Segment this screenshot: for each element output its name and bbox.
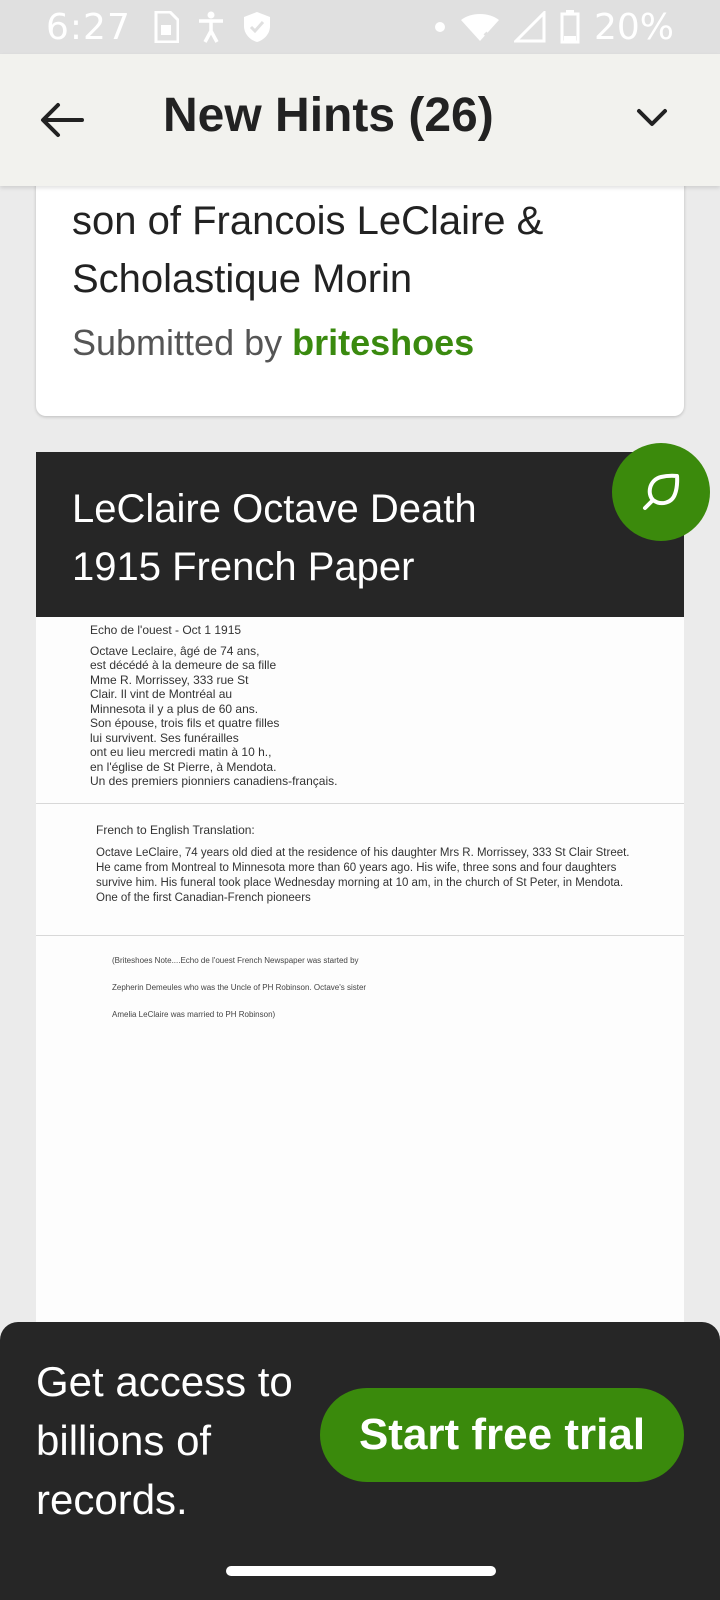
article-line: lui survivent. Ses funérailles xyxy=(90,730,239,745)
leaf-icon xyxy=(639,470,683,514)
document-image[interactable] xyxy=(36,617,684,1352)
article-line: Clair. Il vint de Montréal au xyxy=(90,687,233,701)
signal-icon xyxy=(514,11,546,43)
note-line: (Briteshoes Note....Echo de l'ouest French Newspaper was started by xyxy=(112,956,359,965)
translation-last-line: One of the first Canadian-French pioneers xyxy=(96,891,311,904)
article-line: Minnesota il y a plus de 60 ans. xyxy=(90,701,259,716)
submitted-by xyxy=(72,322,648,364)
divider xyxy=(36,803,684,804)
french-article xyxy=(36,623,684,789)
page-title: New Hints (26) xyxy=(163,89,494,142)
dot-icon xyxy=(434,21,446,33)
wifi-icon xyxy=(460,11,500,43)
note-line: Zepherin Demeules who was the Uncle of PH Robinson. Octave's sister xyxy=(112,983,367,992)
note xyxy=(36,947,684,1028)
article-line: Un des premiers pionniers canadiens-français. xyxy=(90,774,338,788)
divider xyxy=(36,935,684,936)
shield-icon xyxy=(243,11,271,43)
hint-leaf-button[interactable] xyxy=(612,443,710,541)
start-free-trial-button[interactable]: Start free trial xyxy=(320,1388,684,1482)
trial-text: Get access to billions of records. xyxy=(36,1358,293,1523)
article-heading: Echo de l'ouest - Oct 1 1915 xyxy=(90,623,242,637)
document-header xyxy=(36,452,684,617)
status-bar xyxy=(0,0,720,54)
article-line: Mme R. Morrissey, 333 rue St xyxy=(90,672,249,687)
hints-menu-button[interactable] xyxy=(624,90,680,146)
hint-description: son of Francois LeClaire & Scholastique Morin xyxy=(72,199,544,301)
article-line: Son épouse, trois fils et quatre filles xyxy=(90,716,280,730)
translation-heading: French to English Translation: xyxy=(96,823,255,837)
article-line: ont eu lieu mercredi matin à 10 h., xyxy=(90,745,272,759)
submitted-prefix: Submitted by xyxy=(72,322,293,363)
battery-icon xyxy=(560,10,580,44)
status-time: 6:27 xyxy=(46,6,131,48)
hint-card-document[interactable] xyxy=(36,452,684,1352)
submitter-link[interactable]: briteshoes xyxy=(292,322,475,363)
trial-banner xyxy=(0,1322,720,1600)
sim-card-icon xyxy=(153,11,179,43)
document-title: LeClaire Octave Death 1915 French Paper xyxy=(72,487,477,589)
translation xyxy=(36,823,684,906)
article-line: Octave Leclaire, âgé de 74 ans, xyxy=(90,643,260,658)
chevron-down-icon xyxy=(636,108,668,128)
arrow-left-icon xyxy=(40,102,84,138)
note-line: Amelia LeClaire was married to PH Robinson) xyxy=(112,1010,276,1019)
home-indicator[interactable] xyxy=(226,1566,496,1576)
accessibility-icon xyxy=(197,11,225,43)
article-line: en l'église de St Pierre, à Mendota. xyxy=(90,759,277,774)
article-line: est décédé à la demeure de sa fille xyxy=(90,658,277,672)
battery-percent: 20% xyxy=(593,6,674,48)
translation-paragraph: Octave LeClaire, 74 years old died at the residence of his daughter Mrs R. Morrissey, 333 St Clair Street. He came from Montreal to Minnesota more than 60 years ago. His wife, three sons and four daughters survive him. His funeral took place Wednesday morning at 10 am, in the church of St Peter, in Mendota. xyxy=(96,846,630,889)
app-bar xyxy=(0,54,720,186)
hint-card-previous[interactable] xyxy=(36,150,684,416)
back-button[interactable] xyxy=(30,88,94,152)
